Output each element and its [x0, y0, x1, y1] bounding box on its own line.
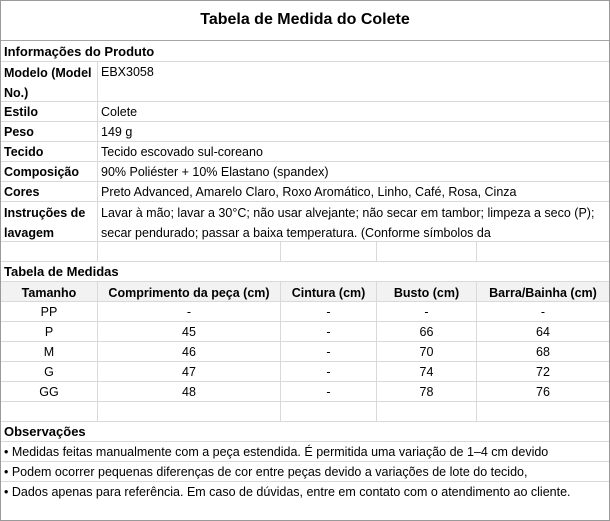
product-row-composition — [1, 162, 609, 182]
column-header-length: Comprimento da peça (cm) — [98, 282, 281, 301]
waist-cell: - — [281, 362, 377, 381]
measure-header-row — [1, 282, 609, 302]
empty-cell — [1, 242, 98, 261]
table-row — [1, 322, 609, 342]
product-label: Cores — [1, 182, 98, 201]
hem-cell: 76 — [536, 385, 550, 399]
product-label: Composição — [1, 162, 98, 181]
hem-cell: 64 — [536, 325, 550, 339]
length-cell: 45 — [98, 322, 281, 341]
product-value: Tecido escovado sul-coreano — [101, 145, 263, 159]
column-header-bust: Busto (cm) — [377, 282, 477, 301]
note-text: • Podem ocorrer pequenas diferenças de cor entre peças devido a variações de lote do tecido, — [4, 465, 528, 479]
column-header-hem: Barra/Bainha (cm) — [477, 282, 609, 301]
length-cell: - — [98, 302, 281, 321]
waist-cell: - — [281, 302, 377, 321]
note-row — [1, 442, 609, 462]
product-section-title: Informações do Produto — [4, 44, 155, 59]
note-row — [1, 462, 609, 482]
product-label: Instruções de lavagem — [1, 202, 98, 241]
notes-section-row — [1, 422, 609, 442]
table-row — [1, 382, 609, 402]
notes-section-title: Observações — [4, 424, 86, 439]
product-section-row — [1, 41, 609, 62]
measure-section-row — [1, 262, 609, 282]
product-value: 90% Poliéster + 10% Elastano (spandex) — [101, 165, 329, 179]
empty-cell — [477, 402, 609, 421]
hem-cell: 68 — [536, 345, 550, 359]
empty-cell — [477, 242, 609, 261]
empty-cell — [98, 402, 281, 421]
waist-cell: - — [281, 322, 377, 341]
product-label: Peso — [1, 122, 98, 141]
empty-cell — [281, 402, 377, 421]
column-header-waist: Cintura (cm) — [281, 282, 377, 301]
title-row — [1, 1, 609, 41]
table-row — [1, 342, 609, 362]
product-label: Tecido — [1, 142, 98, 161]
length-cell: 46 — [98, 342, 281, 361]
note-text: • Dados apenas para referência. Em caso de dúvidas, entre em contato com o atendimento ao cliente. — [4, 485, 571, 499]
table-row — [1, 302, 609, 322]
note-text: • Medidas feitas manualmente com a peça estendida. É permitida uma variação de 1–4 cm devido — [4, 445, 549, 459]
bust-cell: 66 — [377, 322, 477, 341]
size-cell: P — [1, 322, 98, 341]
product-label: Estilo — [1, 102, 98, 121]
size-cell: PP — [1, 302, 98, 321]
note-row — [1, 482, 609, 520]
waist-cell: - — [281, 382, 377, 401]
empty-cell — [1, 402, 98, 421]
column-header-size: Tamanho — [1, 282, 98, 301]
product-value: EBX3058 — [101, 65, 154, 79]
product-value: Lavar à mão; lavar a 30°C; não usar alvejante; não secar em tambor; limpeza a seco (P); secar pendurado; passar a baixa temperatura. (Conforme símbolos da — [101, 206, 595, 240]
waist-cell: - — [281, 342, 377, 361]
size-cell: GG — [1, 382, 98, 401]
bust-cell: 74 — [377, 362, 477, 381]
product-row-fabric — [1, 142, 609, 162]
length-cell: 47 — [98, 362, 281, 381]
table-row — [1, 362, 609, 382]
hem-cell: - — [540, 305, 546, 319]
measure-section-title: Tabela de Medidas — [4, 264, 119, 279]
empty-cell — [281, 242, 377, 261]
size-cell: G — [1, 362, 98, 381]
bust-cell: - — [377, 302, 477, 321]
size-cell: M — [1, 342, 98, 361]
spacer-row — [1, 402, 609, 422]
bust-cell: 70 — [377, 342, 477, 361]
spacer-row — [1, 242, 609, 262]
product-label: Modelo (Model No.) — [1, 62, 98, 101]
product-value: Preto Advanced, Amarelo Claro, Roxo Aromático, Linho, Café, Rosa, Cinza — [101, 185, 517, 199]
empty-cell — [377, 402, 477, 421]
empty-cell — [377, 242, 477, 261]
product-row-style — [1, 102, 609, 122]
hem-cell: 72 — [536, 365, 550, 379]
length-cell: 48 — [98, 382, 281, 401]
product-row-model — [1, 62, 609, 102]
product-row-colors — [1, 182, 609, 202]
page-title: Tabela de Medida do Colete — [200, 11, 410, 28]
product-value: 149 g — [101, 125, 133, 139]
product-row-weight — [1, 122, 609, 142]
product-row-washing — [1, 202, 609, 242]
empty-cell — [98, 242, 281, 261]
product-value: Colete — [101, 105, 138, 119]
bust-cell: 78 — [377, 382, 477, 401]
